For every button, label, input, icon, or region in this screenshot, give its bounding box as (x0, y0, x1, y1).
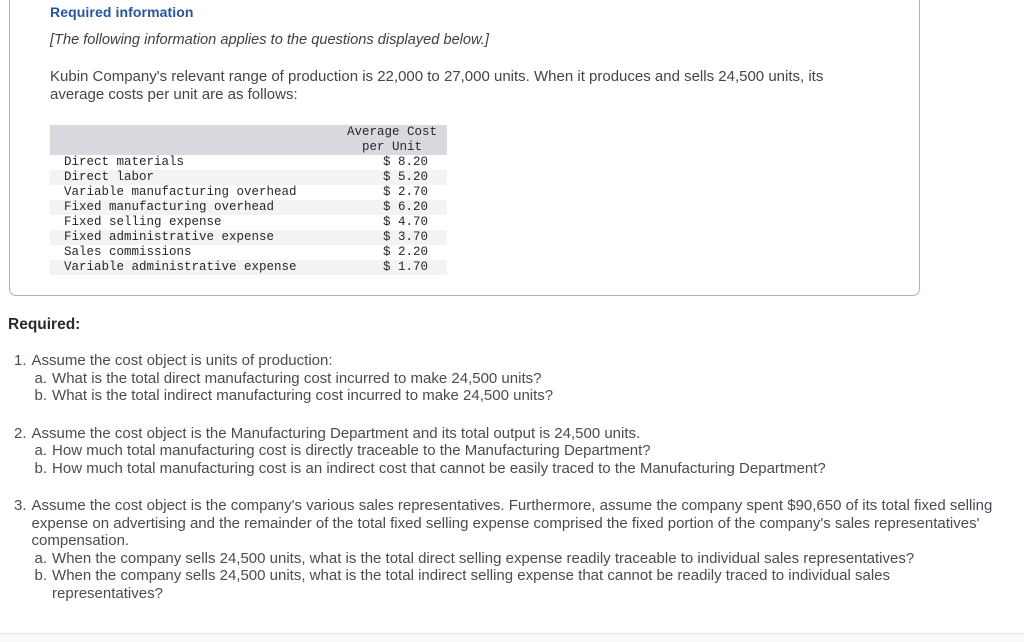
row-label: Fixed administrative expense (64, 230, 275, 244)
row-value: $ 4.70 (382, 215, 428, 229)
bottom-divider (0, 633, 1024, 642)
row-value: $ 2.20 (382, 245, 428, 259)
sub-question-text: How much total manufacturing cost is an indirect cost that cannot be easily traced to the Manufacturing Department? (52, 459, 826, 477)
panel-title: Required information (50, 4, 194, 20)
table-header-line2: per Unit (361, 140, 422, 154)
row-value: $ 3.70 (382, 230, 428, 244)
sub-question-text: When the company sells 24,500 units, what is the total indirect selling expense that cannot be readily traced to individual sales representatives? (52, 567, 891, 602)
question-2 (14, 425, 1024, 478)
table-row (50, 260, 447, 275)
table-header-line1: Average Cost (346, 125, 437, 139)
sub-marker: b. (34, 387, 48, 404)
question-text: Assume the cost object is the company's various sales representatives. Furthermore, assume the company spent $90,650 of its total fixed selling expense on advertising and the remainder of the total fixed selling expense comprised the fixed portion of the company's sales representatives' compensation. (31, 497, 993, 549)
sub-question-2b (35, 460, 1024, 478)
question-text: Assume the cost object is units of production: (31, 352, 333, 369)
sub-question-1a (35, 370, 1024, 388)
question-1 (14, 352, 1024, 405)
table-row (50, 215, 447, 230)
required-heading: Required: (8, 316, 81, 333)
question-number: 1. (14, 352, 27, 369)
question-number: 3. (14, 497, 27, 514)
row-value: $ 1.70 (382, 260, 428, 274)
question-text: Assume the cost object is the Manufacturing Department and its total output is 24,500 units. (31, 424, 641, 442)
sub-marker: b. (34, 567, 48, 584)
question-3 (14, 497, 1024, 602)
required-information-panel (9, 0, 920, 296)
table-row (50, 245, 447, 260)
table-header (50, 125, 447, 155)
applies-note: [The following information applies to the questions displayed below.] (50, 32, 489, 48)
row-label: Fixed manufacturing overhead (64, 200, 275, 214)
row-value: $ 6.20 (382, 200, 428, 214)
row-label: Variable manufacturing overhead (64, 185, 297, 199)
row-value: $ 2.70 (382, 185, 428, 199)
question-body (32, 352, 1024, 405)
required-section (8, 316, 1024, 602)
table-row (50, 230, 447, 245)
row-value: $ 5.20 (382, 170, 428, 184)
question-body (32, 425, 1024, 478)
sub-marker: a. (34, 442, 48, 459)
sub-question-text: When the company sells 24,500 units, what is the total direct selling expense readily traceable to individual sales representatives? (52, 549, 915, 567)
sub-question-text: What is the total indirect manufacturing cost incurred to make 24,500 units? (52, 387, 554, 404)
sub-question-text: How much total manufacturing cost is directly traceable to the Manufacturing Department? (52, 442, 651, 459)
sub-marker: a. (34, 549, 48, 567)
sub-question-1b (35, 387, 1024, 405)
sub-question-3b (35, 567, 1024, 602)
sub-question-text: What is the total direct manufacturing cost incurred to make 24,500 units? (52, 369, 542, 387)
sub-marker: b. (34, 459, 48, 477)
row-label: Variable administrative expense (64, 260, 297, 274)
row-label: Fixed selling expense (64, 215, 222, 229)
question-body (32, 497, 1024, 602)
sub-question-3a (35, 550, 1024, 568)
question-number: 2. (14, 424, 27, 442)
sub-question-2a (35, 442, 1024, 460)
table-row (50, 200, 447, 215)
row-label: Direct labor (64, 170, 155, 184)
table-row (50, 170, 447, 185)
sub-marker: a. (34, 369, 48, 387)
average-cost-table (50, 125, 447, 275)
row-label: Sales commissions (64, 245, 192, 259)
row-value: $ 8.20 (382, 155, 428, 169)
table-row (50, 185, 447, 200)
row-label: Direct materials (64, 155, 185, 169)
table-row (50, 155, 447, 170)
scenario-text: Kubin Company's relevant range of production is 22,000 to 27,000 units. When it produces and sells 24,500 units, its average costs per unit are as follows: (50, 68, 824, 103)
